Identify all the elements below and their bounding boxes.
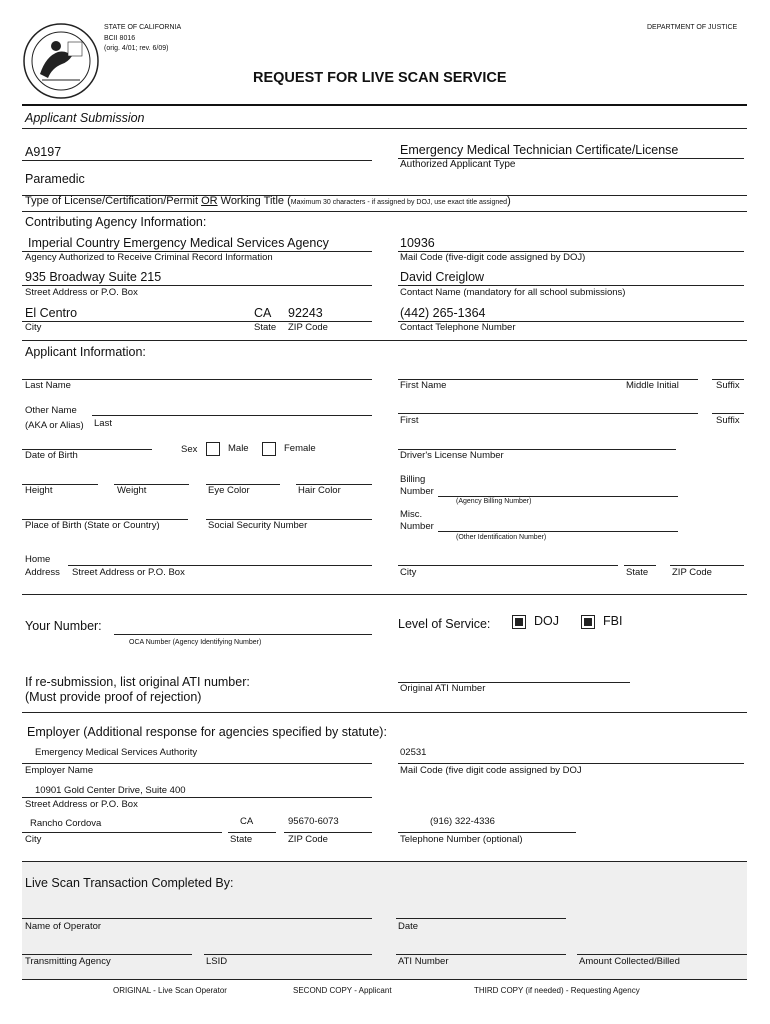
billing-label-2: Number	[400, 486, 434, 497]
state-name: STATE OF CALIFORNIA	[104, 24, 182, 31]
contributing-zip-value[interactable]: 92243	[288, 306, 323, 320]
mail-code-label: Mail Code (five-digit code assigned by DOJ)	[400, 252, 586, 263]
employer-mail-label: Mail Code (five digit code assigned by DOJ	[400, 765, 582, 776]
billing-label-1: Billing	[400, 474, 426, 485]
footer-original: ORIGINAL - Live Scan Operator	[113, 986, 227, 995]
transmitting-agency-label: Transmitting Agency	[25, 956, 111, 967]
employer-city-label: City	[25, 834, 42, 845]
section-heading-employer: Employer (Additional response for agencies specified by statute):	[27, 725, 387, 739]
contributing-street-label: Street Address or P.O. Box	[25, 287, 138, 298]
dob-label: Date of Birth	[25, 450, 78, 461]
first-name-label: First Name	[400, 380, 447, 391]
home-label-1: Home	[25, 554, 51, 565]
page-title: REQUEST FOR LIVE SCAN SERVICE	[253, 70, 507, 86]
sex-label: Sex	[181, 444, 198, 455]
contributing-state-value[interactable]: CA	[254, 306, 272, 320]
fbi-label: FBI	[603, 614, 623, 628]
home-state-label: State	[626, 567, 649, 578]
fbi-checkbox[interactable]	[581, 615, 595, 629]
contributing-city-label: City	[25, 322, 42, 333]
footer-second: SECOND COPY - Applicant	[293, 986, 392, 995]
form-revision: (orig. 4/01; rev. 6/09)	[104, 45, 169, 52]
other-name-label: Other Name	[25, 405, 77, 416]
your-number-label: Your Number:	[25, 619, 102, 633]
aka-label: (AKA or Alias)	[25, 420, 84, 431]
level-of-service-label: Level of Service:	[398, 617, 491, 631]
amount-label: Amount Collected/Billed	[579, 956, 680, 967]
doj-label: DOJ	[534, 614, 559, 628]
ori-value[interactable]: A9197	[25, 145, 62, 159]
employer-phone-label: Telephone Number (optional)	[400, 834, 523, 845]
title-label: Type of License/Certification/Permit OR Working Title (Maximum 30 characters - if assigned by DOJ, use exact title assigned)	[25, 195, 511, 207]
place-of-birth-label: Place of Birth (State or Country)	[25, 520, 160, 531]
misc-note: (Other Identification Number)	[456, 534, 547, 541]
employer-name-value[interactable]: Emergency Medical Services Authority	[35, 747, 198, 758]
hair-color-label: Hair Color	[298, 485, 341, 496]
date-label: Date	[398, 921, 419, 932]
misc-label-1: Misc.	[400, 509, 423, 520]
male-checkbox[interactable]	[206, 442, 220, 456]
contact-phone-label: Contact Telephone Number	[400, 322, 516, 333]
employer-state-label: State	[230, 834, 253, 845]
resubmission-line-2: (Must provide proof of rejection)	[25, 690, 202, 704]
applicant-type-value[interactable]: Emergency Medical Technician Certificate/License	[400, 143, 679, 157]
doj-checkbox[interactable]	[512, 615, 526, 629]
agency-value[interactable]: Imperial Country Emergency Medical Services Agency	[28, 236, 329, 250]
form-code: BCII 8016	[104, 35, 136, 42]
employer-zip-label: ZIP Code	[288, 834, 328, 845]
home-zip-label: ZIP Code	[672, 567, 712, 578]
other-last-label: Last	[94, 418, 112, 429]
section-heading-submission: Applicant Submission	[25, 111, 145, 125]
applicant-type-label: Authorized Applicant Type	[400, 159, 516, 170]
department-name: DEPARTMENT OF JUSTICE	[647, 24, 738, 31]
employer-zip-value[interactable]: 95670-6073	[288, 816, 339, 827]
contact-phone-value[interactable]: (442) 265-1364	[400, 306, 486, 320]
employer-street-label: Street Address or P.O. Box	[25, 799, 138, 810]
employer-name-label: Employer Name	[25, 765, 94, 776]
state-seal-icon	[22, 22, 100, 100]
male-label: Male	[228, 443, 249, 454]
home-label-2: Address	[25, 567, 60, 578]
contributing-zip-label: ZIP Code	[288, 322, 328, 333]
section-heading-livescan: Live Scan Transaction Completed By:	[25, 876, 234, 890]
footer-third: THIRD COPY (if needed) - Requesting Agency	[474, 986, 640, 995]
weight-label: Weight	[117, 485, 147, 496]
contributing-state-label: State	[254, 322, 277, 333]
agency-label: Agency Authorized to Receive Criminal Record Information	[25, 252, 273, 263]
employer-mail-value[interactable]: 02531	[400, 747, 427, 758]
home-city-label: City	[400, 567, 417, 578]
employer-state-value[interactable]: CA	[240, 816, 254, 827]
drivers-license-label: Driver's License Number	[400, 450, 504, 461]
other-first-label: First	[400, 415, 419, 426]
section-heading-applicant: Applicant Information:	[25, 345, 146, 359]
contributing-city-value[interactable]: El Centro	[25, 306, 78, 320]
female-label: Female	[284, 443, 316, 454]
employer-phone-value[interactable]: (916) 322-4336	[430, 816, 495, 827]
other-suffix-label: Suffix	[716, 415, 740, 426]
ati-number-label: ATI Number	[398, 956, 449, 967]
title-value[interactable]: Paramedic	[25, 172, 85, 186]
contributing-street-value[interactable]: 935 Broadway Suite 215	[25, 270, 162, 284]
suffix-label: Suffix	[716, 380, 740, 391]
oca-number-note: OCA Number (Agency Identifying Number)	[129, 639, 262, 646]
eye-color-label: Eye Color	[208, 485, 250, 496]
ssn-label: Social Security Number	[208, 520, 308, 531]
mail-code-value[interactable]: 10936	[400, 236, 435, 250]
resubmission-line-1: If re-submission, list original ATI number:	[25, 675, 250, 689]
original-ati-label: Original ATI Number	[400, 683, 486, 694]
operator-label: Name of Operator	[25, 921, 102, 932]
female-checkbox[interactable]	[262, 442, 276, 456]
billing-note: (Agency Billing Number)	[456, 498, 532, 505]
employer-street-value[interactable]: 10901 Gold Center Drive, Suite 400	[35, 785, 186, 796]
lsid-label: LSID	[206, 956, 228, 967]
home-street-label: Street Address or P.O. Box	[72, 567, 185, 578]
employer-city-value[interactable]: Rancho Cordova	[30, 818, 102, 829]
height-label: Height	[25, 485, 53, 496]
section-heading-contributing: Contributing Agency Information:	[25, 215, 207, 229]
misc-label-2: Number	[400, 521, 434, 532]
last-name-label: Last Name	[25, 380, 71, 391]
middle-initial-label: Middle Initial	[626, 380, 679, 391]
contact-value[interactable]: David Creiglow	[400, 270, 485, 284]
contact-label: Contact Name (mandatory for all school submissions)	[400, 287, 626, 298]
